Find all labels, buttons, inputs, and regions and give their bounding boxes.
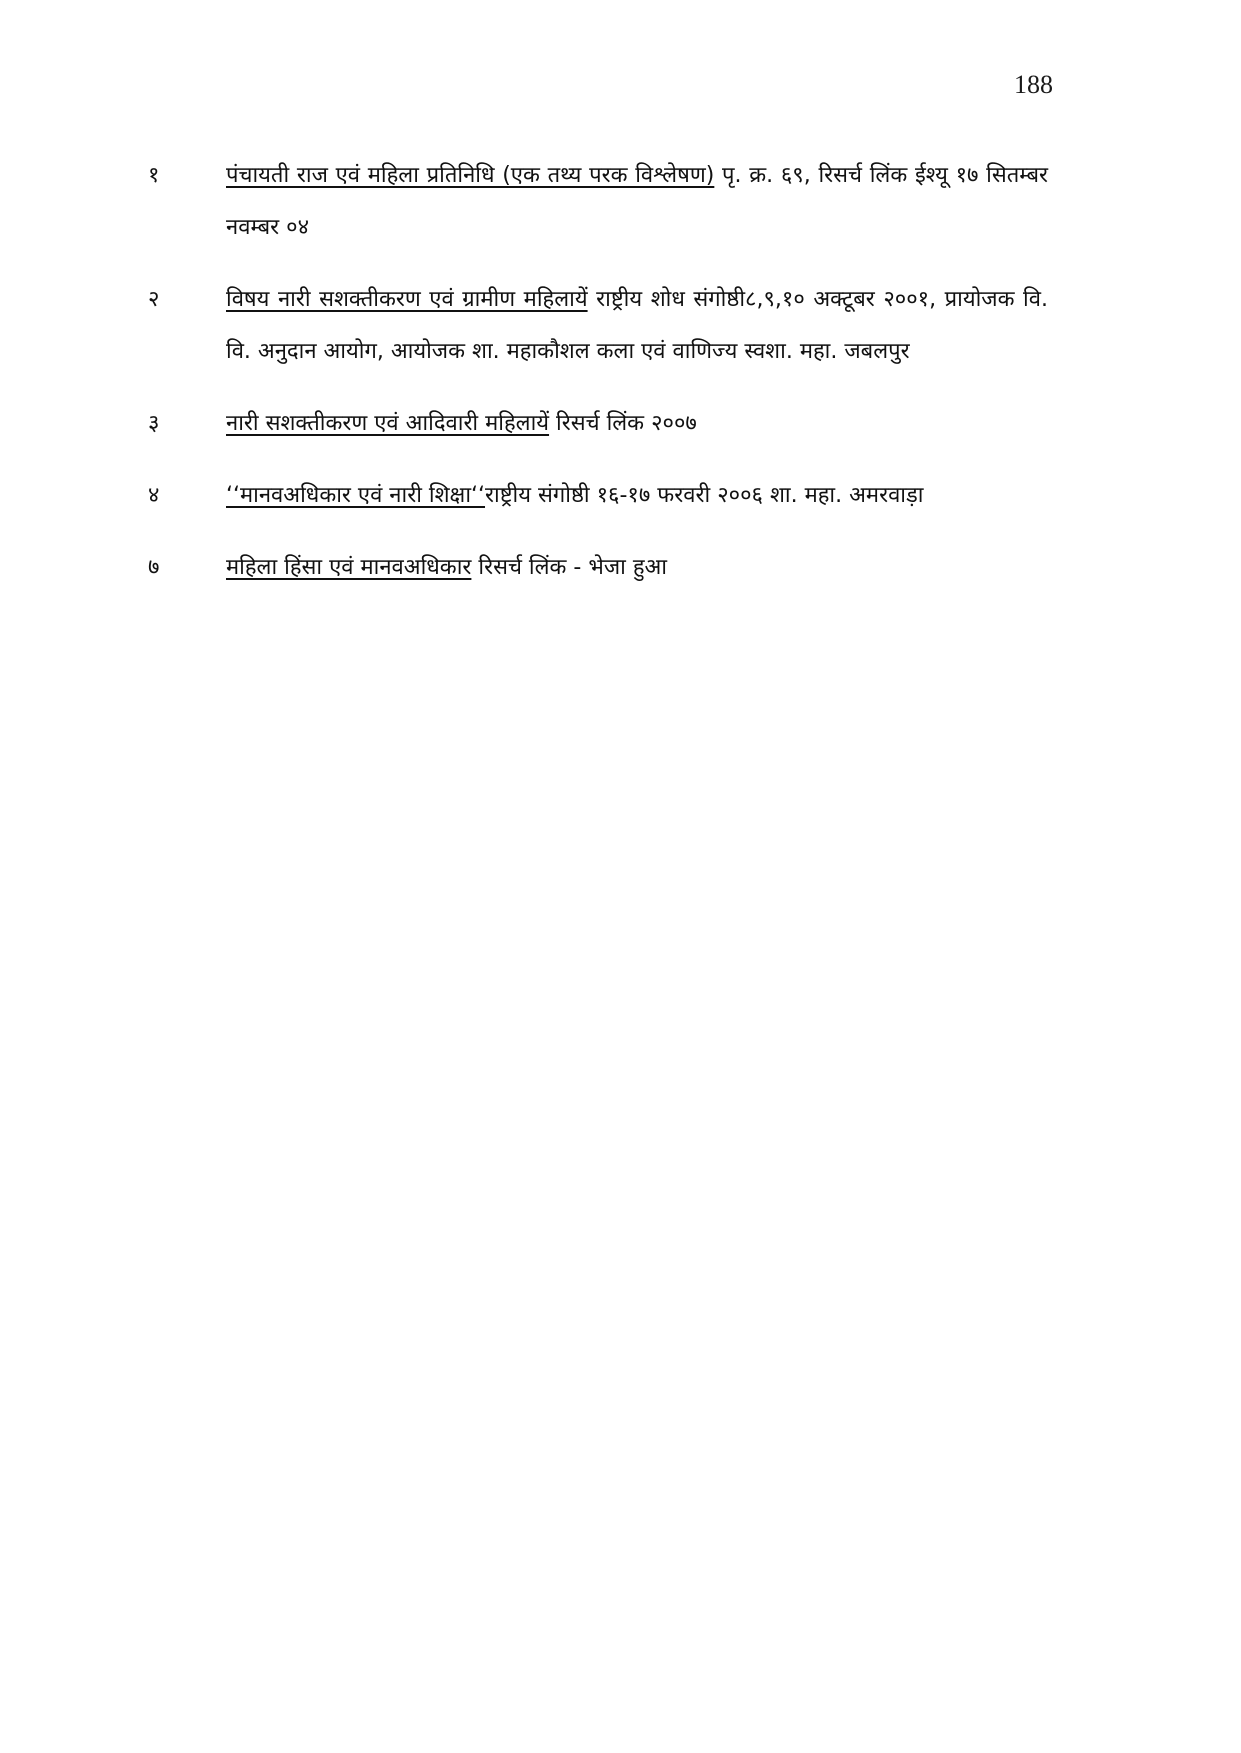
reference-number: १: [148, 163, 160, 188]
reference-number: ३: [148, 411, 160, 436]
reference-title: महिला हिंसा एवं मानवअधिकार: [226, 555, 472, 580]
reference-details: रिसर्च लिंक - भेजा हुआ: [471, 555, 668, 580]
reference-item: [148, 150, 1048, 254]
reference-item: [148, 470, 1048, 522]
reference-number: २: [148, 287, 160, 312]
page-number: 188: [1014, 70, 1053, 99]
reference-item: [148, 274, 1048, 378]
reference-details: रिसर्च लिंक २००७: [549, 411, 697, 436]
reference-details: राष्ट्रीय संगोष्ठी १६-१७ फरवरी २००६ शा. महा. अमरवाड़ा: [485, 483, 924, 508]
reference-item: [148, 398, 1048, 450]
reference-number: ७: [148, 555, 160, 580]
reference-item: [148, 542, 1048, 594]
reference-title: ‘‘मानवअधिकार एवं नारी शिक्षा‘‘: [226, 483, 486, 508]
reference-details: राष्ट्रीय शोध संगोष्ठी८,९,१० अक्टूबर २००१, प्रायोजक वि. वि. अनुदान आयोग, आयोजक शा. महाकौशल कला एवं वाणिज्य स्वशा. महा. जबलपुर: [226, 287, 1048, 364]
reference-number: ४: [148, 483, 160, 508]
reference-title: नारी सशक्तीकरण एवं आदिवारी महिलायें: [226, 411, 550, 436]
reference-title: पंचायती राज एवं महिला प्रतिनिधि (एक तथ्य परक विश्लेषण): [226, 163, 715, 188]
reference-title: विषय नारी सशक्तीकरण एवं ग्रामीण महिलायें: [226, 287, 588, 312]
reference-list: [148, 150, 1048, 614]
reference-details: पृ. क्र. ६९, रिसर्च लिंक ईश्यू १७ सितम्बर नवम्बर ०४: [226, 163, 1048, 240]
